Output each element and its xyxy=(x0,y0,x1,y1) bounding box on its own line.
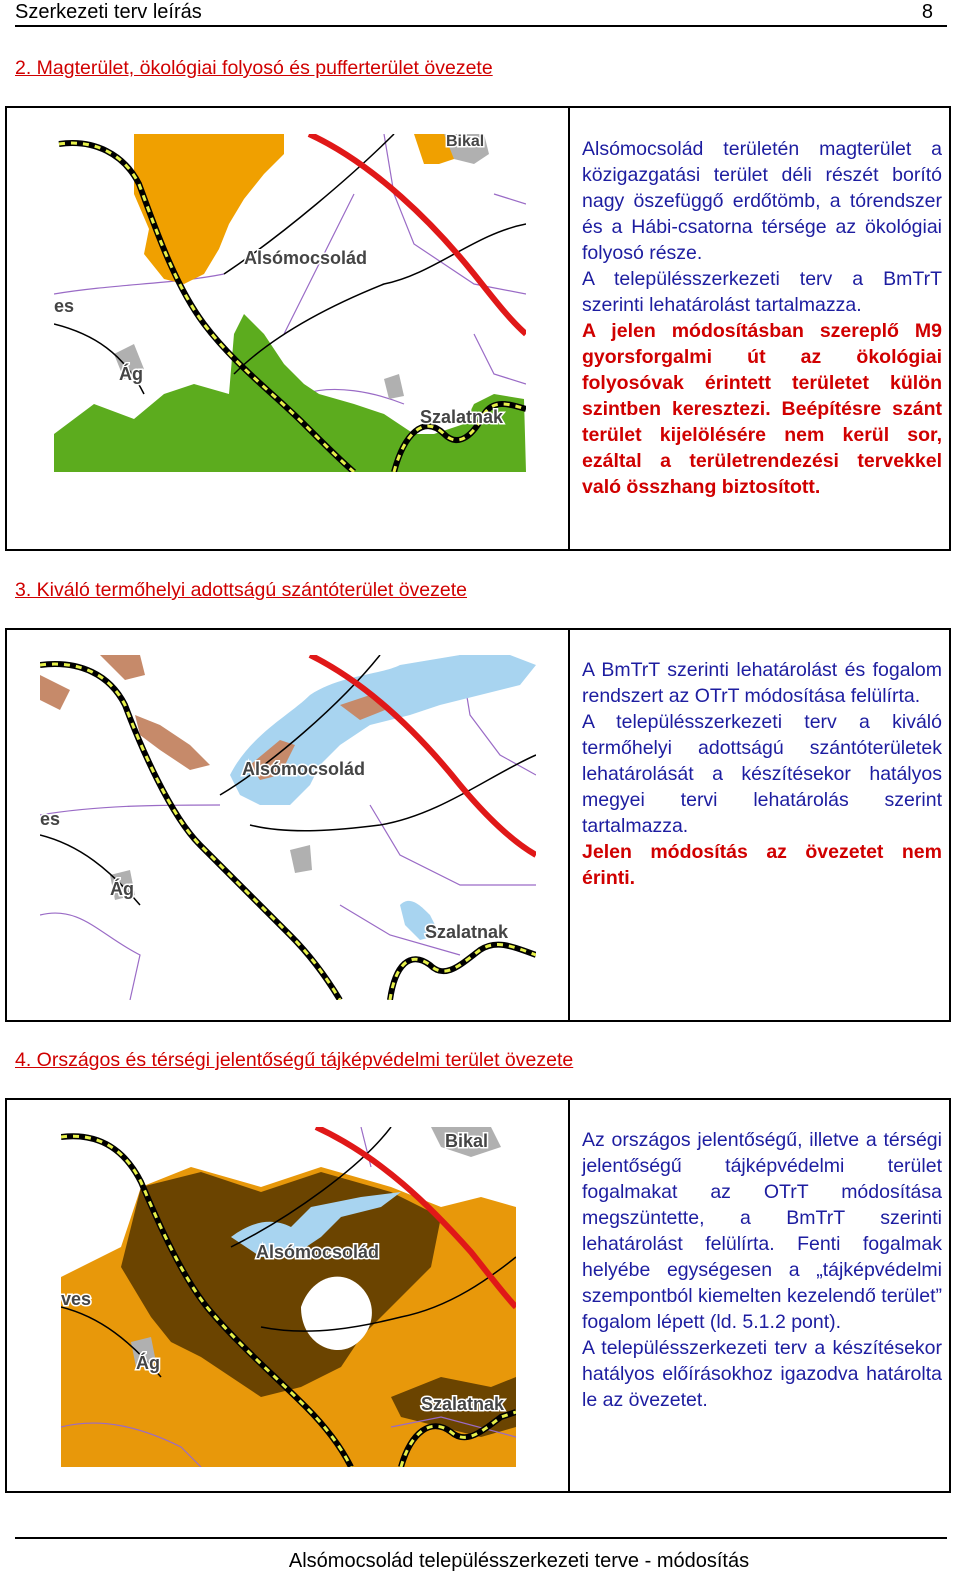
section-4-paragraph-2: A településszerkezeti terv a készítésekor hatályos előírásokhoz igazodva határolta le az övezetet. xyxy=(582,1337,942,1411)
section-2-paragraph-1: Alsómocsolád területén magterület a közigazgatási terület déli részét borító nagy öszefüggő erdőtömb, a tórendszer és a Hábi-csatorna térsége az ökológiai folyosó része. xyxy=(582,138,942,264)
section-3-paragraph-3: Jelen módosítás az övezetet nem érinti. xyxy=(582,841,942,889)
section-3-paragraph-1: A BmTrT szerinti lehatárolást és fogalom rendszert az OTrT módosítása felülírta. xyxy=(582,659,942,707)
map-label-west-edge: es xyxy=(54,296,75,316)
section-3-heading: 3. Kiváló termőhelyi adottságú szántóterület övezete xyxy=(15,579,468,601)
document-title: Szerkezeti terv leírás xyxy=(15,1,202,23)
section-2-box xyxy=(5,106,951,551)
page-footer xyxy=(15,1537,947,1573)
section-4-heading: 4. Országos és térségi jelentőségű tájképvédelmi terület övezete xyxy=(15,1049,574,1071)
section-2-paragraph-3: A jelen módosításban szereplő M9 gyorsforgalmi út az ökológiai folyosóvak érintett területet külön szintben keresztezi. Beépítésre szánt terület kijelölésére nem kerül sor, ezáltal a területrendezési tervekkel való összhang biztosított. xyxy=(582,320,942,498)
section-2-heading: 2. Magterület, ökológiai folyosó és pufferterület övezete xyxy=(15,57,493,79)
arable-land-map xyxy=(40,655,536,1000)
section-3-text xyxy=(582,657,942,891)
map-label-town: Alsómocsolád xyxy=(256,1242,380,1262)
map-label-west-village: Ág xyxy=(136,1353,160,1373)
page-header xyxy=(15,0,947,27)
map-label-west-edge: ves xyxy=(61,1289,92,1309)
map-label-town: Alsómocsolád xyxy=(242,759,366,779)
section-2-text xyxy=(582,136,942,500)
page-number: 8 xyxy=(921,1,933,23)
section-4-paragraph-1: Az országos jelentőségű, illetve a térségi jelentőségű tájképvédelmi terület fogalmakat az OTrT módosítása megszüntette, a BmTrT szerinti lehatárolást felülírta. Fenti fogalmak helyébe egységesen a „tájképvédelmi szempontból kiemelten kezelendő terület” fogalom lépett (ld. 5.1.2 pont). xyxy=(582,1129,942,1333)
footer-text: Alsómocsolád településszerkezeti terve - módosítás xyxy=(288,1550,750,1572)
landscape-protection-map xyxy=(61,1127,516,1467)
map-label-east-village: Szalatnak xyxy=(425,922,509,942)
map-label-town: Alsómocsolád xyxy=(244,248,368,268)
map-label-north: Bikal xyxy=(445,1131,489,1151)
section-3-box xyxy=(5,628,951,1022)
section-4-box xyxy=(5,1098,951,1493)
map-label-west-edge: es xyxy=(40,809,61,829)
map-label-east-village: Szalatnak xyxy=(420,407,504,427)
section-4-text xyxy=(582,1127,942,1413)
section-4-map-cell xyxy=(7,1100,570,1491)
section-2-map-cell xyxy=(7,108,570,549)
map-label-west-village: Ág xyxy=(110,879,134,899)
map-label-west-village: Ág xyxy=(119,364,143,384)
map-label-east-village: Szalatnak xyxy=(421,1394,505,1414)
section-3-map-cell xyxy=(7,630,570,1020)
section-3-paragraph-2: A településszerkezeti terv a kiváló termőhelyi adottságú szántóterületek lehatárolását a készítésekor hatályos megyei tervi lehatárolás szerint tartalmazza. xyxy=(582,711,942,837)
map-label-north: Bikal xyxy=(446,134,485,150)
section-2-paragraph-2: A településszerkezeti terv a BmTrT szerinti lehatárolást tartalmazza. xyxy=(582,268,942,316)
ecological-corridor-map xyxy=(54,134,526,472)
